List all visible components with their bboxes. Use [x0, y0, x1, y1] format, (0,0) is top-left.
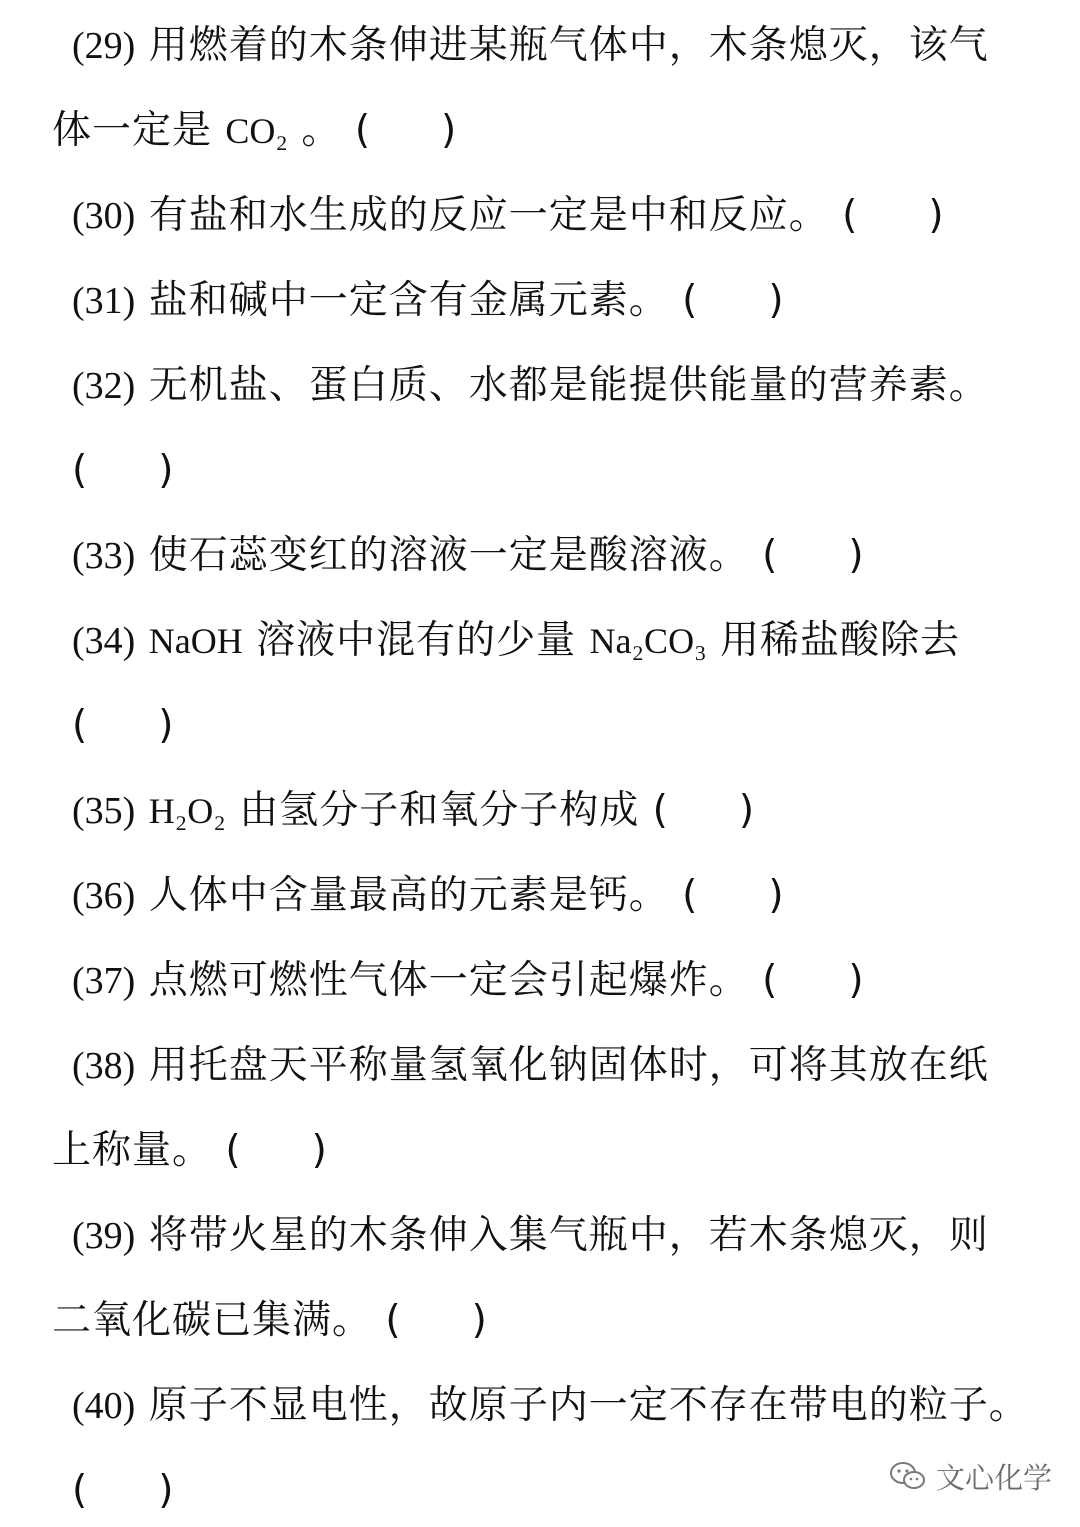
- answer-blank[interactable]: ( ): [842, 193, 945, 238]
- question-40-line-1: [0, 1376, 1080, 1436]
- answer-blank[interactable]: ( ): [225, 1128, 328, 1173]
- question-text: 点燃可燃性气体一定会引起爆炸。: [148, 958, 749, 1003]
- watermark-text: 文心化学: [935, 1460, 1052, 1495]
- answer-blank[interactable]: ( ): [72, 1468, 175, 1513]
- question-number: (31): [72, 280, 136, 322]
- question-number: (40): [72, 1385, 136, 1427]
- answer-blank[interactable]: ( ): [682, 278, 785, 323]
- question-number: (34): [72, 620, 136, 662]
- question-33: [0, 526, 1080, 586]
- answer-blank[interactable]: ( ): [762, 958, 865, 1003]
- answer-blank[interactable]: ( ): [72, 703, 175, 748]
- question-31: [0, 271, 1080, 331]
- question-text: 用燃着的木条伸进某瓶气体中，木条熄灭，该气: [148, 23, 989, 68]
- question-text: 原子不显电性，故原子内一定不存在带电的粒子。: [148, 1383, 1029, 1428]
- answer-blank[interactable]: ( ): [762, 533, 865, 578]
- answer-blank[interactable]: ( ): [354, 108, 458, 153]
- answer-blank[interactable]: ( ): [682, 873, 785, 918]
- question-text: 由氢分子和氧分子构成: [239, 788, 640, 833]
- chemical-formula: Na₂CO₃: [589, 621, 707, 661]
- question-number: (29): [72, 25, 136, 67]
- question-37: [0, 951, 1080, 1011]
- answer-blank[interactable]: ( ): [652, 788, 756, 833]
- question-34-line-2: [0, 696, 1080, 756]
- chemical-formula: NaOH: [148, 621, 243, 661]
- question-number: (36): [72, 875, 136, 917]
- question-38-line-2: [0, 1121, 1080, 1181]
- question-34-line-1: [0, 611, 1080, 671]
- question-39-line-2: [0, 1291, 1080, 1351]
- question-text: 用托盘天平称量氢氧化钠固体时，可将其放在纸: [148, 1043, 989, 1088]
- question-29-line-2: [0, 101, 1080, 161]
- question-text: 二氧化碳已集满。: [52, 1298, 373, 1343]
- question-39-line-1: [0, 1206, 1080, 1266]
- watermark: [888, 1454, 1052, 1498]
- question-text: 有盐和水生成的反应一定是中和反应。: [148, 193, 829, 238]
- chemical-formula: H₂O₂: [148, 791, 226, 831]
- question-number: (33): [72, 535, 136, 577]
- question-36: [0, 866, 1080, 926]
- question-number: (37): [72, 960, 136, 1002]
- wechat-icon: [888, 1460, 928, 1492]
- question-number: (30): [72, 195, 136, 237]
- question-text: 人体中含量最高的元素是钙。: [148, 873, 669, 918]
- answer-blank[interactable]: ( ): [72, 448, 175, 493]
- question-text: 上称量。: [52, 1128, 213, 1173]
- question-number: (35): [72, 790, 136, 832]
- question-35: [0, 781, 1080, 841]
- question-text: 将带火星的木条伸入集气瓶中，若木条熄灭，则: [148, 1213, 989, 1258]
- chemical-formula: CO₂: [225, 111, 288, 151]
- question-number: (39): [72, 1215, 136, 1257]
- question-number: (32): [72, 365, 136, 407]
- question-text: 使石蕊变红的溶液一定是酸溶液。: [148, 533, 749, 578]
- question-text: 盐和碱中一定含有金属元素。: [148, 278, 669, 323]
- question-30: [0, 186, 1080, 246]
- question-text: 体一定是: [52, 108, 213, 153]
- question-32-line-1: [0, 356, 1080, 416]
- answer-blank[interactable]: ( ): [385, 1298, 488, 1343]
- question-number: (38): [72, 1045, 136, 1087]
- question-text: 用稀盐酸除去: [720, 618, 961, 663]
- question-text: 无机盐、蛋白质、水都是能提供能量的营养素。: [148, 363, 989, 408]
- question-text: 。: [301, 108, 342, 153]
- question-38-line-1: [0, 1036, 1080, 1096]
- question-29-line-1: [0, 16, 1080, 76]
- question-32-line-2: [0, 441, 1080, 501]
- question-text: 溶液中混有的少量: [256, 618, 577, 663]
